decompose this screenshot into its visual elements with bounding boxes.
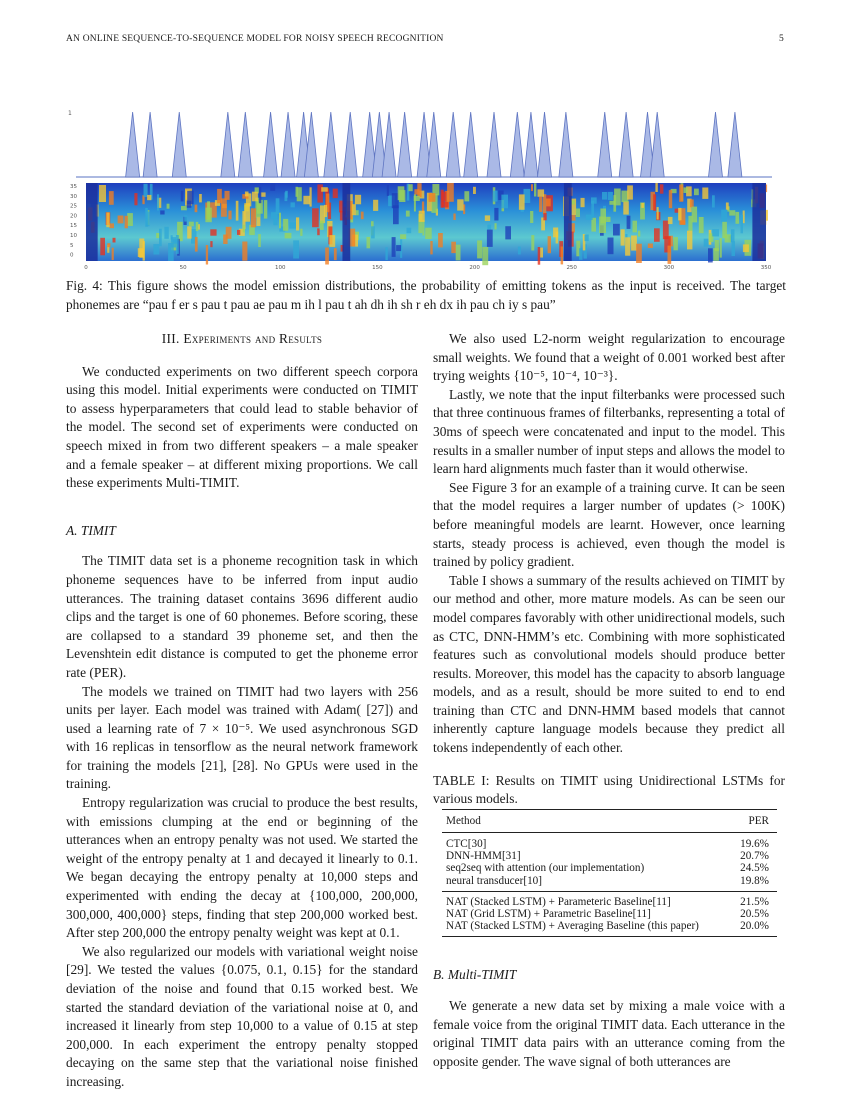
spectrogram-cell xyxy=(276,198,280,214)
spectrogram-cell xyxy=(317,228,320,235)
spectrogram-cell xyxy=(473,187,476,194)
spectrogram-cell xyxy=(243,225,245,233)
spectrogram-silence xyxy=(564,183,572,261)
spectrogram-cell xyxy=(623,201,629,214)
method-cell: NAT (Stacked LSTM) + Parameteric Baseline[11] xyxy=(446,895,671,908)
spectrogram-cell xyxy=(414,189,419,194)
spectrogram-cell xyxy=(270,183,275,191)
table-row xyxy=(442,875,777,892)
emission-peak xyxy=(343,112,357,177)
spectrogram-cell xyxy=(531,184,533,191)
emission-peak xyxy=(559,112,573,177)
spectrogram-cell xyxy=(538,247,541,265)
spectrogram-cell xyxy=(625,237,630,255)
spectrogram-cell xyxy=(118,216,124,224)
spectrogram-cell xyxy=(442,192,447,202)
spectrogram-cell xyxy=(425,228,432,239)
spectrogram-y-tick: 10 xyxy=(70,233,77,239)
spectrogram-cell xyxy=(613,224,620,236)
spectrogram-cell xyxy=(112,248,114,260)
spectrogram-cell xyxy=(602,192,607,200)
spectrogram-cell xyxy=(310,187,312,206)
column-header-method: Method xyxy=(446,814,481,827)
spectrogram-cell xyxy=(396,245,401,251)
spectrogram-cell xyxy=(147,195,151,200)
spectrogram-cell xyxy=(591,197,597,203)
spectrogram-cell xyxy=(324,205,327,217)
right-column xyxy=(433,330,785,1071)
spectrogram-cell xyxy=(608,238,614,255)
spectrogram-cell xyxy=(206,245,208,265)
spectrogram-cell xyxy=(387,185,389,196)
emission-peak xyxy=(598,112,612,177)
method-cell: seq2seq with attention (our implementation) xyxy=(446,862,645,875)
spectrogram-cell xyxy=(633,221,638,233)
spectrogram-cell xyxy=(258,234,261,247)
table-row xyxy=(442,891,777,908)
spectrogram-cell xyxy=(223,235,227,245)
spectrogram-cell xyxy=(581,198,585,207)
spectrogram-cell xyxy=(252,192,258,202)
spectrogram-cell xyxy=(540,248,543,258)
spectrogram-cell xyxy=(501,195,508,209)
spectrogram-cell xyxy=(333,189,338,199)
emission-peak xyxy=(708,112,722,177)
spectrogram-cell xyxy=(296,187,298,197)
emission-peak xyxy=(126,112,140,177)
method-cell: neural transducer[10] xyxy=(446,874,542,887)
spectrogram-cell xyxy=(300,229,302,236)
spectrogram-cell xyxy=(674,237,678,250)
emission-peak xyxy=(650,112,664,177)
spectrogram-cell xyxy=(400,234,406,239)
emission-peak xyxy=(398,112,412,177)
spectrogram-cell xyxy=(242,242,247,261)
spectrogram-cell xyxy=(534,183,536,196)
paragraph-results-summary: Table I shows a summary of the results achieved on TIMIT by our method and other, more mature models. As can be seen our model compares favorably with other unidirectional models, such as CTC, DNN-HMM’s etc. Combining with more sophisticated features such as convolutional models should produce better results. Moreover, this model has the capacity to absorb language models, and as a result, should be more suited to end to end training than CTC and DNN-HMM based models that cannot inherently capture language models because they predict all tokens independently of each other. xyxy=(433,572,785,756)
spectrogram-cell xyxy=(430,241,432,254)
spectrogram-cell xyxy=(283,219,288,231)
spectrogram-cell xyxy=(726,203,729,210)
spectrogram-cell xyxy=(196,222,199,231)
table-row xyxy=(442,850,777,862)
spectrogram-cell xyxy=(725,234,731,242)
paragraph-intro: We conducted experiments on two different speech corpora using this model. Initial experiments were conducted on TIMIT to assess hyperparameters that could lead to stable behavior of the model. The second set of experiments were conducted on speech mixed in from two different speakers – a male speaker and a female speaker – at different mixing proportions. We call these experiments Multi-TIMIT. xyxy=(66,363,418,491)
spectrogram-cell xyxy=(553,228,558,238)
spectrogram-cell xyxy=(144,184,148,197)
spectrogram-cell xyxy=(195,237,198,252)
spectrogram-cell xyxy=(237,230,240,235)
spectrogram-cell xyxy=(487,230,493,247)
paragraph-timit-models: The models we trained on TIMIT had two layers with 256 units per layer. Each model was trained with Adam( [27]) and used a learning rate of 7 × 10⁻⁵. We used asynchronous SGD with 16 replicas in tensorflow as the neural network framework for training the models [21], [28]. No GPUs were used in the training. xyxy=(66,683,418,792)
spectrogram-cell xyxy=(712,229,719,236)
spectrogram-cell xyxy=(273,216,277,225)
spectrogram-y-tick: 25 xyxy=(70,203,77,210)
spectrogram-cell xyxy=(679,185,683,202)
paragraph-entropy-regularization: Entropy regularization was crucial to produce the best results, with emissions clumping at the end or beginning of the utterances when an entropy penalty was not used. We started the weight of the entropy penalty at 1 and decayed it linearly to 0.1. We began decaying the entropy penalty at 10,000 steps and experimented with ending the decay at {100,000, 200,000, 300,000, 400,000} steps, finding that step 200,000 worked best. After step 200,000 the entropy penalty weight was kept at 0.1. xyxy=(66,795,418,941)
method-cell: CTC[30] xyxy=(446,838,487,851)
spectrogram-cell xyxy=(221,198,227,216)
spectrogram-cell xyxy=(531,235,534,250)
emission-peak xyxy=(238,112,252,177)
column-header-per: PER xyxy=(748,814,769,827)
spectrogram-cell xyxy=(352,204,356,215)
spectrogram-y-tick: 15 xyxy=(70,223,77,230)
spectrogram-x-tick: 150 xyxy=(372,265,383,271)
emission-peak xyxy=(324,112,338,177)
spectrogram-cell xyxy=(680,220,685,224)
method-cell: NAT (Stacked LSTM) + Averaging Baseline (this paper) xyxy=(446,920,699,933)
spectrogram-cell xyxy=(181,206,187,210)
spectrogram-cell xyxy=(736,212,740,224)
spectrogram-cell xyxy=(494,208,498,221)
spectrogram-cell xyxy=(576,209,580,218)
spectrogram-cell xyxy=(107,243,110,247)
spectrogram-cell xyxy=(419,211,425,222)
spectrogram-cell xyxy=(406,211,410,217)
spectrogram-cell xyxy=(447,183,454,202)
spectrogram-cell xyxy=(312,208,319,227)
emission-peak xyxy=(464,112,478,177)
spectrogram-cell xyxy=(361,212,364,220)
spectrogram-cell xyxy=(236,201,239,221)
spectrogram-cell xyxy=(171,237,176,247)
spectrogram-cell xyxy=(493,191,498,202)
spectrogram-cell xyxy=(285,192,288,201)
spectrogram-cell xyxy=(189,222,194,227)
section-heading xyxy=(66,330,418,349)
per-cell: 21.5% xyxy=(740,895,769,908)
spectrogram-cell xyxy=(303,196,310,205)
paragraph-weight-noise: We also regularized our models with variational weight noise [29]. We tested the values {0.075, 0.1, 0.15} for the standard deviation of the noise and found that 0.15 worked best. We started the standard deviation of the variational noise at 0, and increased it linearly from step 10,000 to a value of 0.15 at step 200,000. In each experiment the entropy penalty stopped decaying on the same step that the variational noise finished increasing. xyxy=(66,943,418,1089)
spectrogram-cell xyxy=(373,200,378,211)
spectrogram-cell xyxy=(477,240,482,258)
spectrogram-cell xyxy=(167,204,170,209)
spectrogram-cell xyxy=(660,184,663,193)
spectrogram-cell xyxy=(99,185,106,202)
paragraph-filterbanks: Lastly, we note that the input filterbanks were processed such that three continuous frames of filterbanks, representing a total of 30ms of speech were concatenated and input to the model. This results in a smaller number of input steps and allows the model to learn hard alignments much faster than it would otherwise. xyxy=(433,386,785,477)
emission-peak xyxy=(143,112,157,177)
per-cell: 20.7% xyxy=(740,850,769,863)
spectrogram-cell xyxy=(408,184,412,191)
spectrogram-cell xyxy=(195,205,198,213)
spectrogram-cell xyxy=(482,247,488,265)
spectrogram-cell xyxy=(627,216,631,229)
spectrogram-y-tick: 35 xyxy=(70,184,77,190)
spectrogram-cell xyxy=(429,193,436,202)
spectrogram-cell xyxy=(334,248,337,260)
spectrogram-cell xyxy=(606,217,610,222)
spectrogram-cell xyxy=(138,248,143,257)
spectrogram-cell xyxy=(184,215,187,221)
spectrogram-cell xyxy=(519,194,525,209)
spectrogram-cell xyxy=(648,244,653,249)
spectrogram-silence xyxy=(86,183,98,261)
spectrogram-cell xyxy=(579,248,582,260)
spectrogram-cell xyxy=(251,208,256,227)
spectrogram-cell xyxy=(264,200,267,219)
emission-peak xyxy=(281,112,295,177)
spectrogram-cell xyxy=(293,240,299,258)
spectrogram-cell xyxy=(181,191,184,202)
spectrogram-cell xyxy=(690,199,694,207)
spectrogram-cell xyxy=(487,225,491,231)
spectrogram-cell xyxy=(456,245,461,261)
spectrogram-cell xyxy=(732,241,736,256)
spectrogram-cell xyxy=(153,244,159,255)
spectrogram-cell xyxy=(210,241,212,247)
spectrogram-cell xyxy=(422,220,424,235)
spectrogram-cell xyxy=(134,193,137,205)
spectrogram-cell xyxy=(228,211,231,220)
emission-peak xyxy=(538,112,552,177)
paragraph-multi-timit: We generate a new data set by mixing a male voice with a female voice from the original TIMIT data. Each utterance in the original TIMIT data pairs with an utterance coming from the opposite gender. The wave signal of both utterances are xyxy=(433,998,785,1069)
spectrogram-cell xyxy=(157,194,159,210)
spectrogram-cell xyxy=(585,235,589,242)
spectrogram-cell xyxy=(371,226,375,238)
spectrogram-cell xyxy=(600,209,606,224)
spectrogram-cell xyxy=(539,197,542,212)
spectrogram-cell xyxy=(176,235,179,254)
spectrogram-cell xyxy=(259,187,262,203)
spectrogram-cell xyxy=(464,191,469,201)
spectrogram-cell xyxy=(453,214,455,221)
table-row xyxy=(442,920,777,937)
table-row xyxy=(442,908,777,920)
emission-figure xyxy=(66,96,786,276)
spectrogram-cell xyxy=(325,248,329,265)
per-cell: 24.5% xyxy=(740,862,769,875)
emission-peak xyxy=(728,112,742,177)
spectrogram-cell xyxy=(543,194,546,214)
spectrogram-cell xyxy=(407,228,412,234)
spectrogram-cell xyxy=(729,210,735,215)
spectrogram-x-tick: 350 xyxy=(760,265,772,271)
spectrogram-cell xyxy=(668,217,673,224)
per-cell: 20.0% xyxy=(740,920,769,933)
spectrogram-cell xyxy=(657,207,659,219)
spectrogram-cell xyxy=(654,228,660,242)
spectrogram-cell xyxy=(653,194,656,211)
spectrogram-cell xyxy=(631,236,637,251)
spectrogram-cell xyxy=(146,212,150,227)
spectrogram-cell xyxy=(317,184,323,202)
spectrogram-cell xyxy=(743,244,749,252)
method-cell: NAT (Grid LSTM) + Parametric Baseline[11] xyxy=(446,908,651,921)
emission-peak xyxy=(619,112,633,177)
spectrogram-cell xyxy=(457,199,463,210)
emission-peak xyxy=(487,112,501,177)
table-header-row xyxy=(442,809,777,832)
spectrogram-cell xyxy=(586,215,593,220)
spectrogram-cell xyxy=(702,188,708,199)
spectrogram-cell xyxy=(638,231,640,237)
running-header xyxy=(66,34,784,48)
spectrogram-cell xyxy=(291,202,295,207)
spectrogram-y-tick: 20 xyxy=(70,213,77,220)
spectrogram-cell xyxy=(608,192,613,200)
page-number: 5 xyxy=(779,34,784,44)
spectrogram-cell xyxy=(113,238,116,243)
spectrogram-cell xyxy=(712,195,715,207)
section-number: III. xyxy=(161,331,180,346)
spectrogram-cell xyxy=(398,186,405,200)
spectrogram-cell xyxy=(127,213,133,226)
spectrogram-cell xyxy=(106,212,109,227)
spectrogram-cell xyxy=(692,207,697,223)
spectrogram-cell xyxy=(160,210,164,214)
spectrogram-cell xyxy=(627,185,633,199)
emission-peak xyxy=(446,112,460,177)
spectrogram-cell xyxy=(442,202,449,208)
method-cell: DNN-HMM[31] xyxy=(446,850,521,863)
spectrogram-cell xyxy=(109,223,114,228)
spectrogram-cell xyxy=(100,238,105,256)
spectrogram-cell xyxy=(495,223,497,229)
spectrogram-cell xyxy=(543,213,546,220)
paragraph-timit-dataset: The TIMIT data set is a phoneme recognition task in which phoneme sequences have to be inferred from input audio utterances. The training dataset contains 3696 different audio clips and the target is one of 60 phonemes. Before scoring, these are collapsed to a standard 39 phoneme set, and then the Levenshtein edit distance is computed to get the phoneme error rate (PER). xyxy=(66,553,418,680)
per-cell: 19.6% xyxy=(740,838,769,851)
spectrogram-cell xyxy=(438,233,443,247)
spectrogram-cell xyxy=(548,236,551,253)
spectrogram-cell xyxy=(713,248,719,261)
spectrogram-cell xyxy=(367,237,371,248)
spectrogram-cell xyxy=(518,247,521,255)
spectrogram-cell xyxy=(289,222,296,228)
results-table xyxy=(442,809,777,938)
subsection-heading-timit: A. TIMIT xyxy=(66,522,116,538)
spectrogram-x-tick: 0 xyxy=(84,265,88,271)
spectrogram-cell xyxy=(741,215,744,233)
table-caption: TABLE I: Results on TIMIT using Unidirectional LSTMs for various models. xyxy=(433,772,785,807)
spectrogram-cell xyxy=(285,233,292,239)
emission-peak xyxy=(427,112,441,177)
spectrogram-cell xyxy=(256,217,260,226)
spectrogram-cell xyxy=(245,192,249,197)
spectrogram-cell xyxy=(721,210,727,223)
spectrogram-cell xyxy=(356,210,359,215)
spectrogram-cell xyxy=(392,237,396,257)
spectrogram-cell xyxy=(485,215,490,221)
spectrogram-cell xyxy=(708,248,713,262)
spectrogram-cell xyxy=(125,216,128,229)
spectrogram-x-tick: 50 xyxy=(179,265,187,271)
spectrogram-x-tick: 100 xyxy=(275,265,286,271)
spectrogram-cell xyxy=(414,196,420,201)
spectrogram-cell xyxy=(621,229,625,245)
spectrogram-y-tick: 30 xyxy=(70,193,77,200)
spectrogram-cell xyxy=(296,217,299,230)
spectrogram-cell xyxy=(505,226,511,239)
emission-peak xyxy=(510,112,524,177)
spectrogram-silence xyxy=(342,183,350,261)
spectrogram-cell xyxy=(641,203,644,208)
spectrogram-x-tick: 250 xyxy=(566,265,577,271)
per-cell: 19.8% xyxy=(740,874,769,887)
spectrogram-cell xyxy=(530,211,533,223)
paragraph-l2-regularization: We also used L2-norm weight regularization to encourage small weights. We found that a weight of 0.001 worked best after trying weights {10⁻⁵, 10⁻⁴, 10⁻³}. xyxy=(433,331,785,384)
spectrogram-cell xyxy=(205,208,211,223)
spectrogram-cell xyxy=(355,195,361,205)
spectrogram-cell xyxy=(385,247,387,260)
spectrogram-y-tick: 0 xyxy=(70,252,74,259)
spectrogram-cell xyxy=(669,190,672,208)
emission-peak xyxy=(382,112,396,177)
spectrogram-cell xyxy=(538,189,545,196)
spectrogram-cell xyxy=(546,199,551,207)
left-column xyxy=(66,330,418,1092)
per-cell: 20.5% xyxy=(740,908,769,921)
spectrogram-cell xyxy=(678,208,681,221)
table-row xyxy=(442,862,777,874)
spectrogram-cell xyxy=(704,239,709,247)
spectrogram-cell xyxy=(199,194,202,202)
spectrogram-cell xyxy=(279,213,281,229)
emission-peak xyxy=(524,112,538,177)
spectrogram-cell xyxy=(720,238,722,258)
spectrogram-cell xyxy=(684,187,688,193)
spectrogram-cell xyxy=(694,189,699,196)
spectrogram-cell xyxy=(636,244,642,263)
spectrogram-cell xyxy=(655,183,657,192)
spectrogram-y-tick: 5 xyxy=(70,242,74,249)
emission-spectrogram-svg xyxy=(66,96,786,276)
spectrogram-cell xyxy=(109,191,114,205)
spectrogram-cell xyxy=(699,217,704,233)
spectrogram-cell xyxy=(613,195,616,212)
table-row xyxy=(442,833,777,851)
subsection-heading-multi-timit: B. Multi-TIMIT xyxy=(433,967,517,983)
spectrogram-cell xyxy=(329,235,335,247)
emission-peak xyxy=(172,112,186,177)
spectrogram-cell xyxy=(187,191,193,204)
emission-peak xyxy=(264,112,278,177)
section-title: Experiments and Results xyxy=(183,331,323,346)
spectrogram-silence xyxy=(752,183,766,261)
spectrogram-cell xyxy=(687,231,692,250)
spectrogram-x-tick: 300 xyxy=(663,265,675,271)
running-title: AN ONLINE SEQUENCE-TO-SEQUENCE MODEL FOR NOISY SPEECH RECOGNITION xyxy=(66,34,444,44)
spectrogram-cell xyxy=(392,193,399,208)
spectrogram-cell xyxy=(159,229,162,247)
spectrogram-cell xyxy=(164,227,168,239)
paragraph-training-curve: See Figure 3 for an example of a training curve. It can be seen that the model requires a larger number of updates (> 100K) before meaningful models are learnt. However, once learning starts, steady process is achieved, even though the model is trained by policy gradient. xyxy=(433,479,785,570)
emission-peak xyxy=(221,112,235,177)
spectrogram-cell xyxy=(320,221,324,230)
spectrogram-cell xyxy=(321,187,328,192)
spectrogram-cell xyxy=(561,247,564,265)
spectrogram-cell xyxy=(451,242,456,253)
emission-axis-tick: 1 xyxy=(68,110,72,117)
spectrogram-cell xyxy=(187,226,191,238)
spectrogram-x-tick: 200 xyxy=(469,265,480,271)
spectrogram-cell xyxy=(668,246,672,264)
spectrogram-cell xyxy=(210,229,216,235)
figure-caption: Fig. 4: This figure shows the model emission distributions, the probability of emitting tokens as the input is received. The target phonemes are “pau f er s pau t pau ae pau m ih l pau t ah dh ih sh r eh dx ih pau ch iy s pau” xyxy=(66,278,786,312)
